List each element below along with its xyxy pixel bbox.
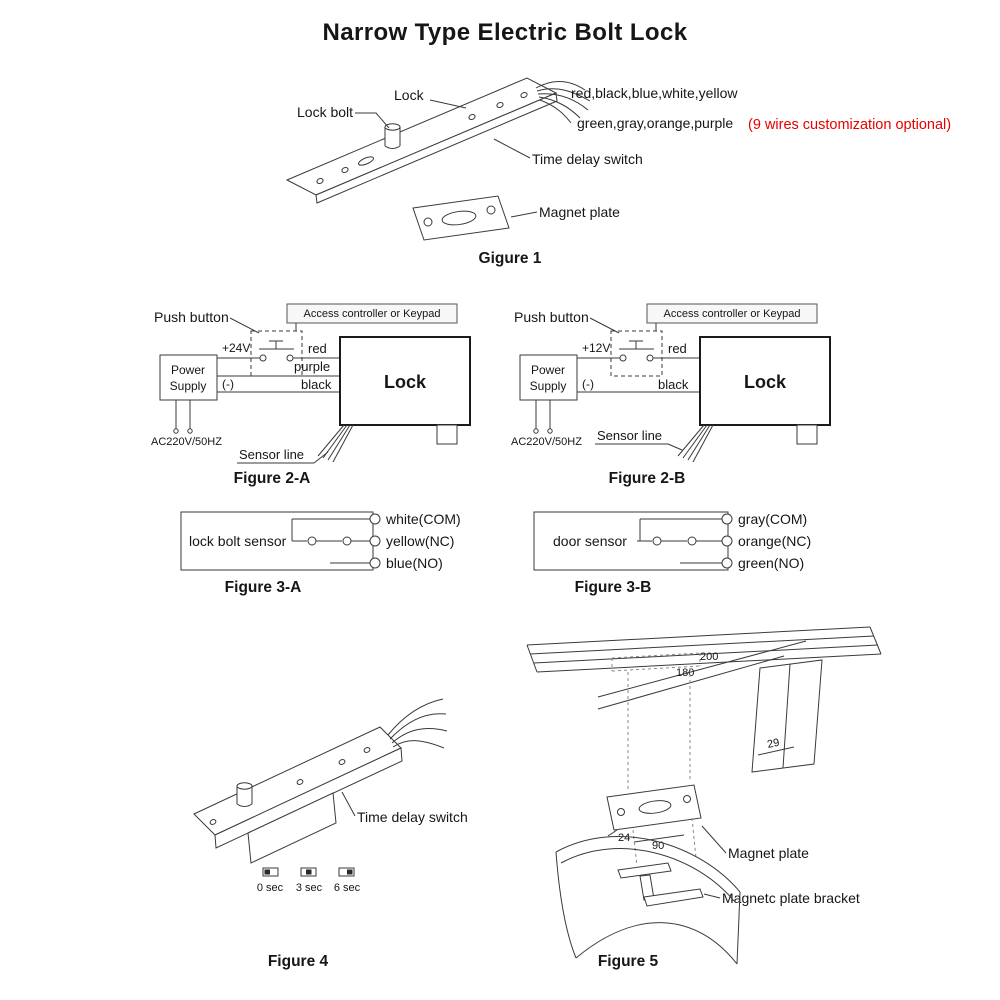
fig1-time-delay-label: Time delay switch [532, 151, 643, 167]
fig2b-lock-label: Lock [743, 372, 787, 392]
fig2a-power-supply-line1: Power [170, 363, 206, 377]
fig1-magnet-plate-label: Magnet plate [539, 204, 620, 220]
fig5-bracket-label: Magnetc plate bracket [722, 890, 860, 906]
fig5-magnet-plate-bracket-drawing [618, 863, 703, 906]
fig2b-ac-label: AC220V/50HZ [511, 436, 582, 448]
fig2a-minus-label: (-) [222, 377, 234, 391]
fig1-lock-label: Lock [394, 87, 424, 103]
fig2a-push-button-label: Push button [154, 309, 229, 325]
fig3b-no-label: green(NO) [738, 555, 805, 571]
fig1-lock-bolt-label: Lock bolt [297, 104, 354, 120]
fig1-wire-colors-line1: red,black,blue,white,yellow [571, 85, 738, 101]
fig2b-sensor-wires [678, 425, 713, 462]
figure5-mounting-drawing [527, 627, 881, 970]
fig1-wire-note: (9 wires customization optional) [748, 117, 952, 133]
fig3b-com-label: gray(COM) [738, 511, 808, 527]
fig3a-sensor-label: lock bolt sensor [189, 533, 287, 549]
fig5-caption: Figure 5 [597, 953, 659, 970]
figure3a-sensor-diagram [181, 511, 461, 596]
fig2b-power-supply-line1: Power [530, 363, 566, 377]
fig2b-push-button-switch [619, 341, 654, 361]
fig5-dim-90: 90 [652, 840, 665, 852]
fig4-time-delay-label: Time delay switch [357, 809, 468, 825]
fig1-wire-colors-line2: green,gray,orange,purple [577, 115, 734, 131]
fig1-caption: Gigure 1 [478, 250, 542, 267]
fig2b-sensor-line-label: Sensor line [597, 428, 663, 443]
fig5-magnet-plate-label: Magnet plate [728, 845, 809, 861]
fig3a-com-label: white(COM) [386, 511, 461, 527]
fig5-dim-180: 180 [676, 667, 695, 679]
fig2b-caption: Figure 2-B [608, 470, 686, 487]
lock-leader-line [430, 100, 466, 108]
fig4-time-delay-leader [342, 792, 355, 816]
fig2b-minus-label: (-) [582, 377, 594, 391]
fig3b-terminal-com [722, 514, 732, 524]
fig2b-push-button-label: Push button [514, 309, 589, 325]
figure2b-wiring-diagram [511, 304, 830, 487]
fig4-delay-0sec: 0 sec [256, 882, 284, 894]
fig2a-controller-label: Access controller or Keypad [303, 308, 441, 320]
fig3b-terminal-nc [722, 536, 732, 546]
fig5-dim-200: 200 [700, 651, 719, 663]
fig2a-power-supply-line2: Supply [169, 379, 207, 393]
magnet-plate-leader-line [511, 212, 537, 217]
figure4-lock-drawing [194, 699, 447, 863]
fig2a-voltage-label: +24V [222, 341, 251, 355]
fig2a-wire-black-label: black [301, 377, 332, 392]
figure2a-wiring-diagram [151, 304, 470, 487]
fig4-lock-wires [388, 699, 447, 748]
lock-bolt-leader-line [355, 113, 389, 128]
fig4-delay-switch-icons [263, 868, 354, 876]
fig4-lock-bolt-cylinder [237, 783, 252, 807]
lock-bolt-cylinder [385, 124, 400, 149]
fig5-frame-leg [752, 660, 822, 772]
fig5-dim-24: 24 [618, 832, 631, 844]
fig3b-terminal-no [722, 558, 732, 568]
fig5-dim-29: 29 [766, 736, 781, 751]
fig5-door-frame-beam [527, 627, 881, 672]
fig2a-sensor-wires [318, 425, 353, 462]
fig3b-caption: Figure 3-B [574, 579, 652, 596]
time-delay-leader-line [494, 139, 530, 158]
fig2b-push-button-box [611, 331, 662, 376]
fig3b-nc-label: orange(NC) [738, 533, 812, 549]
fig2a-push-button-switch [259, 341, 294, 361]
figure1-lock-drawing [287, 78, 590, 203]
fig2a-wire-red-label: red [308, 341, 327, 356]
fig3a-no-label: blue(NO) [386, 555, 443, 571]
fig3a-terminal-nc [370, 536, 380, 546]
fig3a-terminal-no [370, 558, 380, 568]
fig5-magnet-plate-drawing [607, 785, 701, 830]
fig2b-voltage-label: +12V [582, 341, 611, 355]
page-title: Narrow Type Electric Bolt Lock [322, 19, 688, 46]
fig2b-lock-tab [797, 425, 817, 444]
fig2a-ac-label: AC220V/50HZ [151, 436, 222, 448]
fig2b-wire-black-label: black [658, 377, 689, 392]
fig4-delay-6sec: 6 sec [333, 882, 361, 894]
fig2b-power-supply-line2: Supply [529, 379, 567, 393]
fig3b-sensor-label: door sensor [553, 533, 627, 549]
fig4-delay-3sec: 3 sec [295, 882, 323, 894]
fig3a-terminal-com [370, 514, 380, 524]
fig2a-sensor-line-label: Sensor line [239, 447, 305, 462]
fig2a-caption: Figure 2-A [233, 470, 311, 487]
fig2b-power-supply-box [520, 355, 577, 400]
figure3b-sensor-diagram [534, 511, 811, 596]
fig2a-lock-tab [437, 425, 457, 444]
figure1-magnet-plate-drawing [413, 196, 509, 240]
fig3a-caption: Figure 3-A [224, 579, 302, 596]
fig2a-wire-purple-label: purple [294, 359, 331, 374]
fig2a-lock-label: Lock [383, 372, 427, 392]
fig4-caption: Figure 4 [267, 953, 329, 970]
fig2b-controller-label: Access controller or Keypad [663, 308, 801, 320]
fig2a-power-supply-box [160, 355, 217, 400]
fig3a-nc-label: yellow(NC) [386, 533, 455, 549]
fig2b-wire-red-label: red [668, 341, 687, 356]
